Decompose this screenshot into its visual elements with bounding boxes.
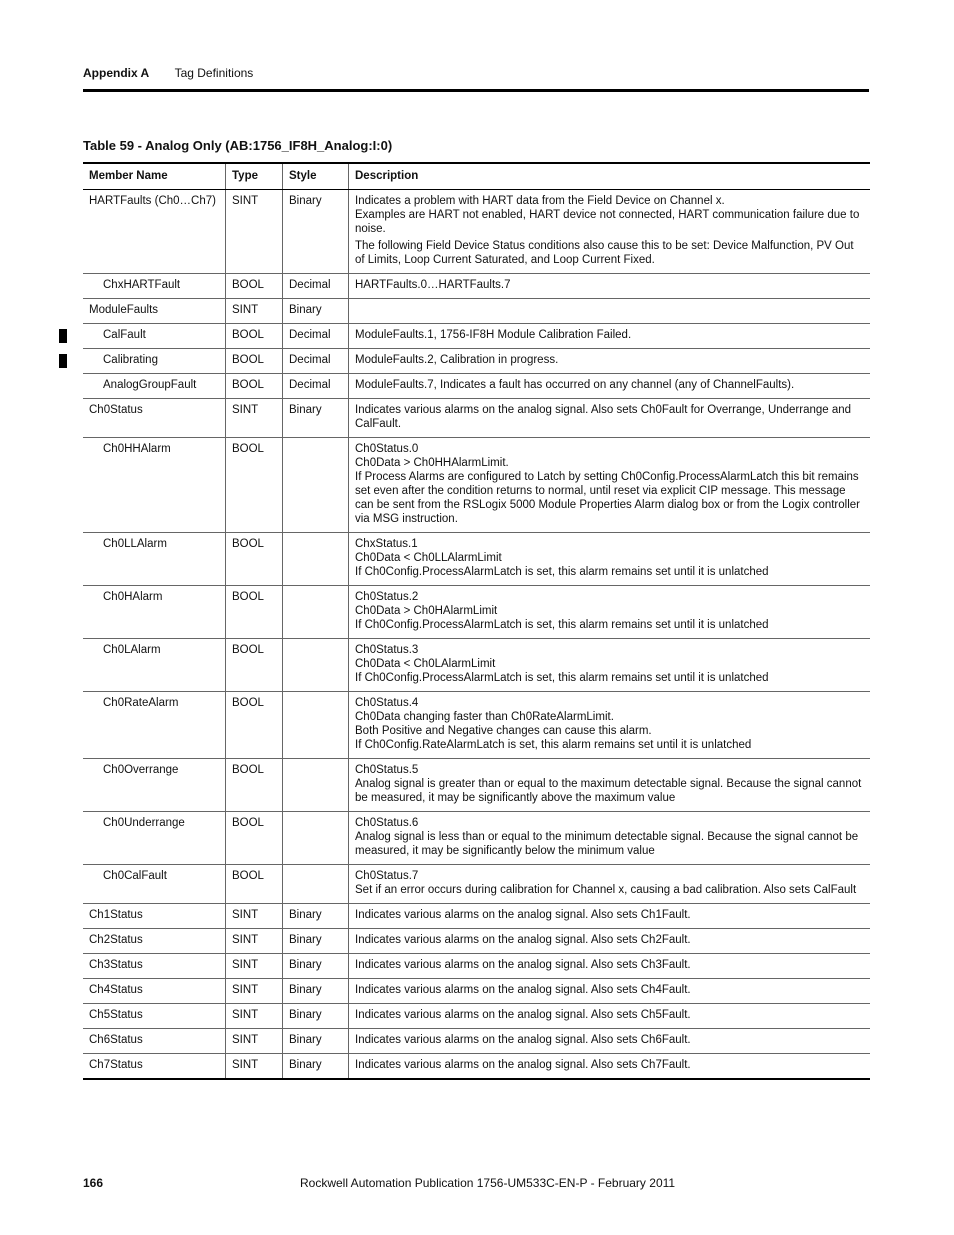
description-cell — [349, 399, 871, 438]
table-row — [83, 759, 870, 812]
description-line: Indicates a problem with HART data from the Field Device on Channel x. — [355, 195, 725, 207]
column-header-member-name: Member Name — [83, 163, 226, 190]
description-line: If Ch0Config.RateAlarmLatch is set, this alarm remains set until it is unlatched — [355, 739, 752, 751]
description-line: Ch0Data > Ch0HHAlarmLimit. — [355, 457, 509, 469]
type-cell: BOOL — [226, 438, 283, 533]
type-cell: SINT — [226, 954, 283, 979]
description-line: The following Field Device Status conditions also cause this to be set: Device Malfunction, PV Out of Limits, Loop Current Saturated, and Loop Current Fixed. — [355, 240, 854, 266]
description-cell — [349, 374, 871, 399]
table-row — [83, 904, 870, 929]
member-name-cell: Ch0HAlarm — [83, 586, 226, 639]
member-name-cell: Ch7Status — [83, 1054, 226, 1080]
description-line: Ch0Status.2 — [355, 591, 419, 603]
description-cell — [349, 812, 871, 865]
change-bar — [59, 354, 67, 368]
style-cell — [283, 438, 349, 533]
tag-definitions-table — [83, 162, 870, 1080]
table-row — [83, 190, 870, 274]
member-name-cell: Ch1Status — [83, 904, 226, 929]
header-rule — [83, 89, 869, 92]
description-line: Indicates various alarms on the analog signal. Also sets Ch5Fault. — [355, 1009, 691, 1021]
table-row — [83, 865, 870, 904]
style-cell: Binary — [283, 399, 349, 438]
member-name-cell: Ch0LLAlarm — [83, 533, 226, 586]
member-name-cell: ModuleFaults — [83, 299, 226, 324]
description-line: If Ch0Config.ProcessAlarmLatch is set, this alarm remains set until it is unlatched — [355, 566, 769, 578]
table-row — [83, 812, 870, 865]
style-cell: Decimal — [283, 349, 349, 374]
description-line: Indicates various alarms on the analog signal. Also sets Ch7Fault. — [355, 1059, 691, 1071]
type-cell: BOOL — [226, 865, 283, 904]
description-cell — [349, 1054, 871, 1080]
member-name-cell: AnalogGroupFault — [83, 374, 226, 399]
member-name-cell: ChxHARTFault — [83, 274, 226, 299]
description-cell — [349, 586, 871, 639]
type-cell: BOOL — [226, 274, 283, 299]
style-cell: Binary — [283, 954, 349, 979]
table-row — [83, 438, 870, 533]
type-cell: BOOL — [226, 349, 283, 374]
style-cell: Binary — [283, 904, 349, 929]
description-line: Indicates various alarms on the analog signal. Also sets Ch0Fault for Overrange, Underrange and CalFault. — [355, 404, 852, 430]
member-name-cell: Ch5Status — [83, 1004, 226, 1029]
description-line: Ch0Data > Ch0HAlarmLimit — [355, 605, 498, 617]
description-line: Ch0Data < Ch0LLAlarmLimit — [355, 552, 502, 564]
style-cell: Decimal — [283, 274, 349, 299]
publication-info: Rockwell Automation Publication 1756-UM533C-EN-P - February 2011 — [300, 1176, 676, 1190]
type-cell: BOOL — [226, 692, 283, 759]
type-cell: BOOL — [226, 533, 283, 586]
type-cell: SINT — [226, 979, 283, 1004]
table-row — [83, 639, 870, 692]
description-cell — [349, 865, 871, 904]
type-cell: BOOL — [226, 812, 283, 865]
description-line: If Ch0Config.ProcessAlarmLatch is set, this alarm remains set until it is unlatched — [355, 619, 769, 631]
page-number: 166 — [83, 1176, 104, 1190]
type-cell: BOOL — [226, 586, 283, 639]
type-cell: BOOL — [226, 639, 283, 692]
description-cell — [349, 759, 871, 812]
description-cell — [349, 190, 871, 274]
type-cell: SINT — [226, 1054, 283, 1080]
column-header-style: Style — [283, 163, 349, 190]
style-cell: Decimal — [283, 374, 349, 399]
description-line: Ch0Status.0 — [355, 443, 419, 455]
table-row — [83, 929, 870, 954]
table-row — [83, 324, 870, 349]
member-name-cell: Ch0LAlarm — [83, 639, 226, 692]
appendix-label: Appendix A — [83, 66, 150, 80]
description-cell — [349, 639, 871, 692]
style-cell — [283, 533, 349, 586]
member-name-cell: CalFault — [83, 324, 226, 349]
member-name-cell: Ch3Status — [83, 954, 226, 979]
table-row — [83, 1004, 870, 1029]
column-header-description: Description — [349, 163, 871, 190]
description-cell — [349, 349, 871, 374]
table-row — [83, 299, 870, 324]
style-cell — [283, 692, 349, 759]
member-name-cell: Ch0Overrange — [83, 759, 226, 812]
page-header — [83, 66, 253, 80]
description-cell — [349, 438, 871, 533]
style-cell — [283, 812, 349, 865]
table-row — [83, 374, 870, 399]
style-cell: Binary — [283, 929, 349, 954]
table-row — [83, 1029, 870, 1054]
type-cell: SINT — [226, 299, 283, 324]
description-cell — [349, 692, 871, 759]
member-name-cell: Ch0RateAlarm — [83, 692, 226, 759]
description-cell — [349, 299, 871, 324]
description-line: ChxStatus.1 — [355, 538, 418, 550]
description-line: Analog signal is less than or equal to the minimum detectable signal. Because the signal cannot be measured, it may be significantly below the minimum value — [355, 831, 859, 857]
member-name-cell: HARTFaults (Ch0…Ch7) — [83, 190, 226, 274]
member-name-cell: Ch2Status — [83, 929, 226, 954]
description-line: Ch0Status.7 — [355, 870, 419, 882]
table-row — [83, 954, 870, 979]
table-row — [83, 692, 870, 759]
type-cell: BOOL — [226, 324, 283, 349]
type-cell: SINT — [226, 190, 283, 274]
change-bar — [59, 329, 67, 343]
description-line: Ch0Data changing faster than Ch0RateAlarmLimit. — [355, 711, 614, 723]
member-name-cell: Ch0HHAlarm — [83, 438, 226, 533]
type-cell: BOOL — [226, 759, 283, 812]
description-line: Indicates various alarms on the analog signal. Also sets Ch4Fault. — [355, 984, 691, 996]
description-cell — [349, 533, 871, 586]
description-line: Indicates various alarms on the analog signal. Also sets Ch2Fault. — [355, 934, 691, 946]
table-row — [83, 586, 870, 639]
description-line: Set if an error occurs during calibration for Channel x, causing a bad calibration. Also sets CalFault — [355, 884, 857, 896]
style-cell: Decimal — [283, 324, 349, 349]
table-caption: Table 59 - Analog Only (AB:1756_IF8H_Analog:I:0) — [83, 138, 393, 153]
description-cell — [349, 954, 871, 979]
member-name-cell: Ch0Status — [83, 399, 226, 438]
description-line: Both Positive and Negative changes can cause this alarm. — [355, 725, 652, 737]
section-title: Tag Definitions — [174, 66, 254, 80]
description-line: Ch0Status.4 — [355, 697, 419, 709]
style-cell — [283, 865, 349, 904]
description-cell — [349, 324, 871, 349]
description-line: ModuleFaults.1, 1756-IF8H Module Calibration Failed. — [355, 329, 632, 341]
style-cell: Binary — [283, 979, 349, 1004]
table-row — [83, 274, 870, 299]
table-row — [83, 399, 870, 438]
description-cell — [349, 1004, 871, 1029]
table-body — [83, 190, 870, 1080]
style-cell — [283, 586, 349, 639]
type-cell: SINT — [226, 1004, 283, 1029]
description-cell — [349, 979, 871, 1004]
member-name-cell: Ch0CalFault — [83, 865, 226, 904]
description-line: Ch0Data < Ch0LAlarmLimit — [355, 658, 496, 670]
member-name-cell: Calibrating — [83, 349, 226, 374]
column-header-type: Type — [226, 163, 283, 190]
style-cell: Binary — [283, 299, 349, 324]
style-cell: Binary — [283, 190, 349, 274]
description-line: If Process Alarms are configured to Latch by setting Ch0Config.ProcessAlarmLatch this bit remains set even after the condition returns to normal, until reset via explicit CIP message. This message can be sent from the RSLogix 5000 Module Properties Alarm dialog box or from the Logix controller via MSG instruction. — [355, 471, 860, 525]
type-cell: SINT — [226, 399, 283, 438]
description-line: Analog signal is greater than or equal to the maximum detectable signal. Because the signal cannot be measured, it may be significantly above the maximum value — [355, 778, 862, 804]
description-cell — [349, 274, 871, 299]
description-line: If Ch0Config.ProcessAlarmLatch is set, this alarm remains set until it is unlatched — [355, 672, 769, 684]
description-cell — [349, 929, 871, 954]
table-row — [83, 1054, 870, 1080]
description-line: Indicates various alarms on the analog signal. Also sets Ch3Fault. — [355, 959, 691, 971]
style-cell: Binary — [283, 1054, 349, 1080]
table-row — [83, 533, 870, 586]
description-line: Ch0Status.6 — [355, 817, 419, 829]
description-cell — [349, 1029, 871, 1054]
description-line: Ch0Status.3 — [355, 644, 419, 656]
description-line: Indicates various alarms on the analog signal. Also sets Ch1Fault. — [355, 909, 691, 921]
member-name-cell: Ch4Status — [83, 979, 226, 1004]
description-line: Examples are HART not enabled, HART device not connected, HART communication failure due to noise. — [355, 209, 860, 235]
style-cell — [283, 639, 349, 692]
style-cell: Binary — [283, 1004, 349, 1029]
table-header-row — [83, 163, 870, 190]
member-name-cell: Ch0Underrange — [83, 812, 226, 865]
description-line: Indicates various alarms on the analog signal. Also sets Ch6Fault. — [355, 1034, 691, 1046]
description-line: Ch0Status.5 — [355, 764, 419, 776]
style-cell: Binary — [283, 1029, 349, 1054]
type-cell: SINT — [226, 1029, 283, 1054]
table-row — [83, 349, 870, 374]
member-name-cell: Ch6Status — [83, 1029, 226, 1054]
description-cell — [349, 904, 871, 929]
description-line: HARTFaults.0…HARTFaults.7 — [355, 279, 511, 291]
description-line: ModuleFaults.7, Indicates a fault has occurred on any channel (any of ChannelFaults). — [355, 379, 795, 391]
type-cell: SINT — [226, 929, 283, 954]
description-line: ModuleFaults.2, Calibration in progress. — [355, 354, 559, 366]
style-cell — [283, 759, 349, 812]
type-cell: BOOL — [226, 374, 283, 399]
table-row — [83, 979, 870, 1004]
type-cell: SINT — [226, 904, 283, 929]
